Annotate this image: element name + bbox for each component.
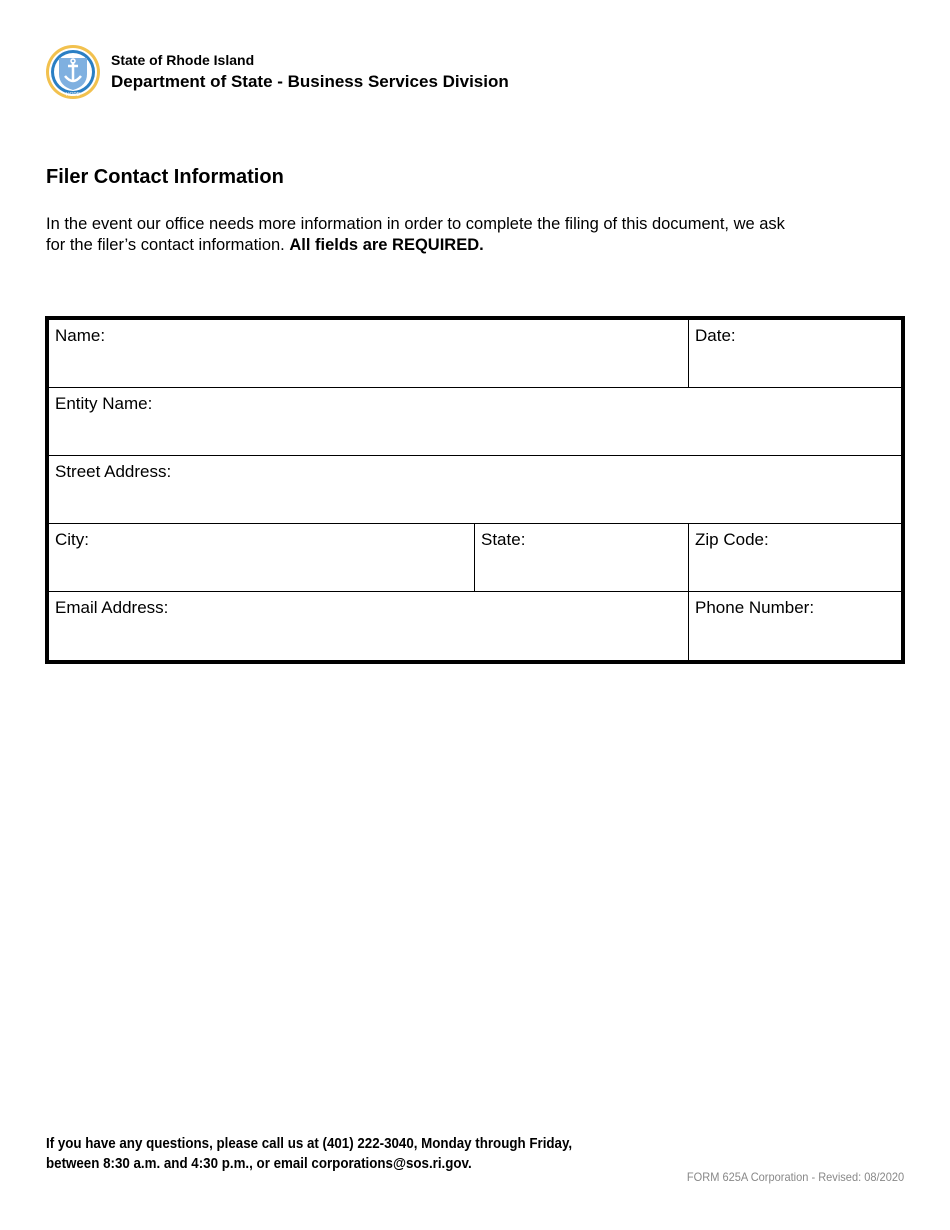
- phone-field[interactable]: [688, 592, 901, 660]
- required-note: All fields are REQUIRED.: [289, 236, 484, 254]
- form-number: FORM 625A Corporation - Revised: 08/2020: [686, 1170, 904, 1184]
- phone-label: Phone Number:: [695, 598, 815, 617]
- entity-name-field[interactable]: [49, 388, 901, 456]
- email-label: Email Address:: [55, 598, 169, 617]
- zip-code-field[interactable]: [688, 524, 901, 592]
- name-field[interactable]: [49, 320, 688, 388]
- state-seal-logo: [45, 44, 101, 100]
- street-address-field[interactable]: [49, 456, 901, 524]
- division-name: Department of State - Business Services Division: [111, 72, 509, 91]
- footer-contact-note: [46, 1134, 572, 1174]
- svg-text:HOPE: HOPE: [65, 92, 81, 98]
- contact-form-table: [45, 316, 905, 664]
- city-label: City:: [55, 530, 89, 549]
- street-address-label: Street Address:: [55, 462, 172, 481]
- email-field[interactable]: [49, 592, 688, 660]
- name-label: Name:: [55, 326, 106, 345]
- intro-text: [46, 214, 806, 256]
- entity-name-label: Entity Name:: [55, 394, 153, 413]
- state-label: State:: [481, 530, 526, 549]
- zip-code-label: Zip Code:: [695, 530, 769, 549]
- footer-line-1: If you have any questions, please call us at (401) 222-3040, Monday through Friday,: [46, 1136, 573, 1152]
- intro-body: In the event our office needs more information in order to complete the filing of this document, we ask for the filer’s contact information.: [46, 215, 785, 254]
- footer-line-2: between 8:30 a.m. and 4:30 p.m., or email corporations@sos.ri.gov.: [46, 1156, 472, 1172]
- state-name: State of Rhode Island: [111, 52, 255, 68]
- state-field[interactable]: [474, 524, 688, 592]
- city-field[interactable]: [49, 524, 474, 592]
- page-title: Filer Contact Information: [46, 166, 284, 188]
- date-field[interactable]: [688, 320, 901, 388]
- date-label: Date:: [695, 326, 736, 345]
